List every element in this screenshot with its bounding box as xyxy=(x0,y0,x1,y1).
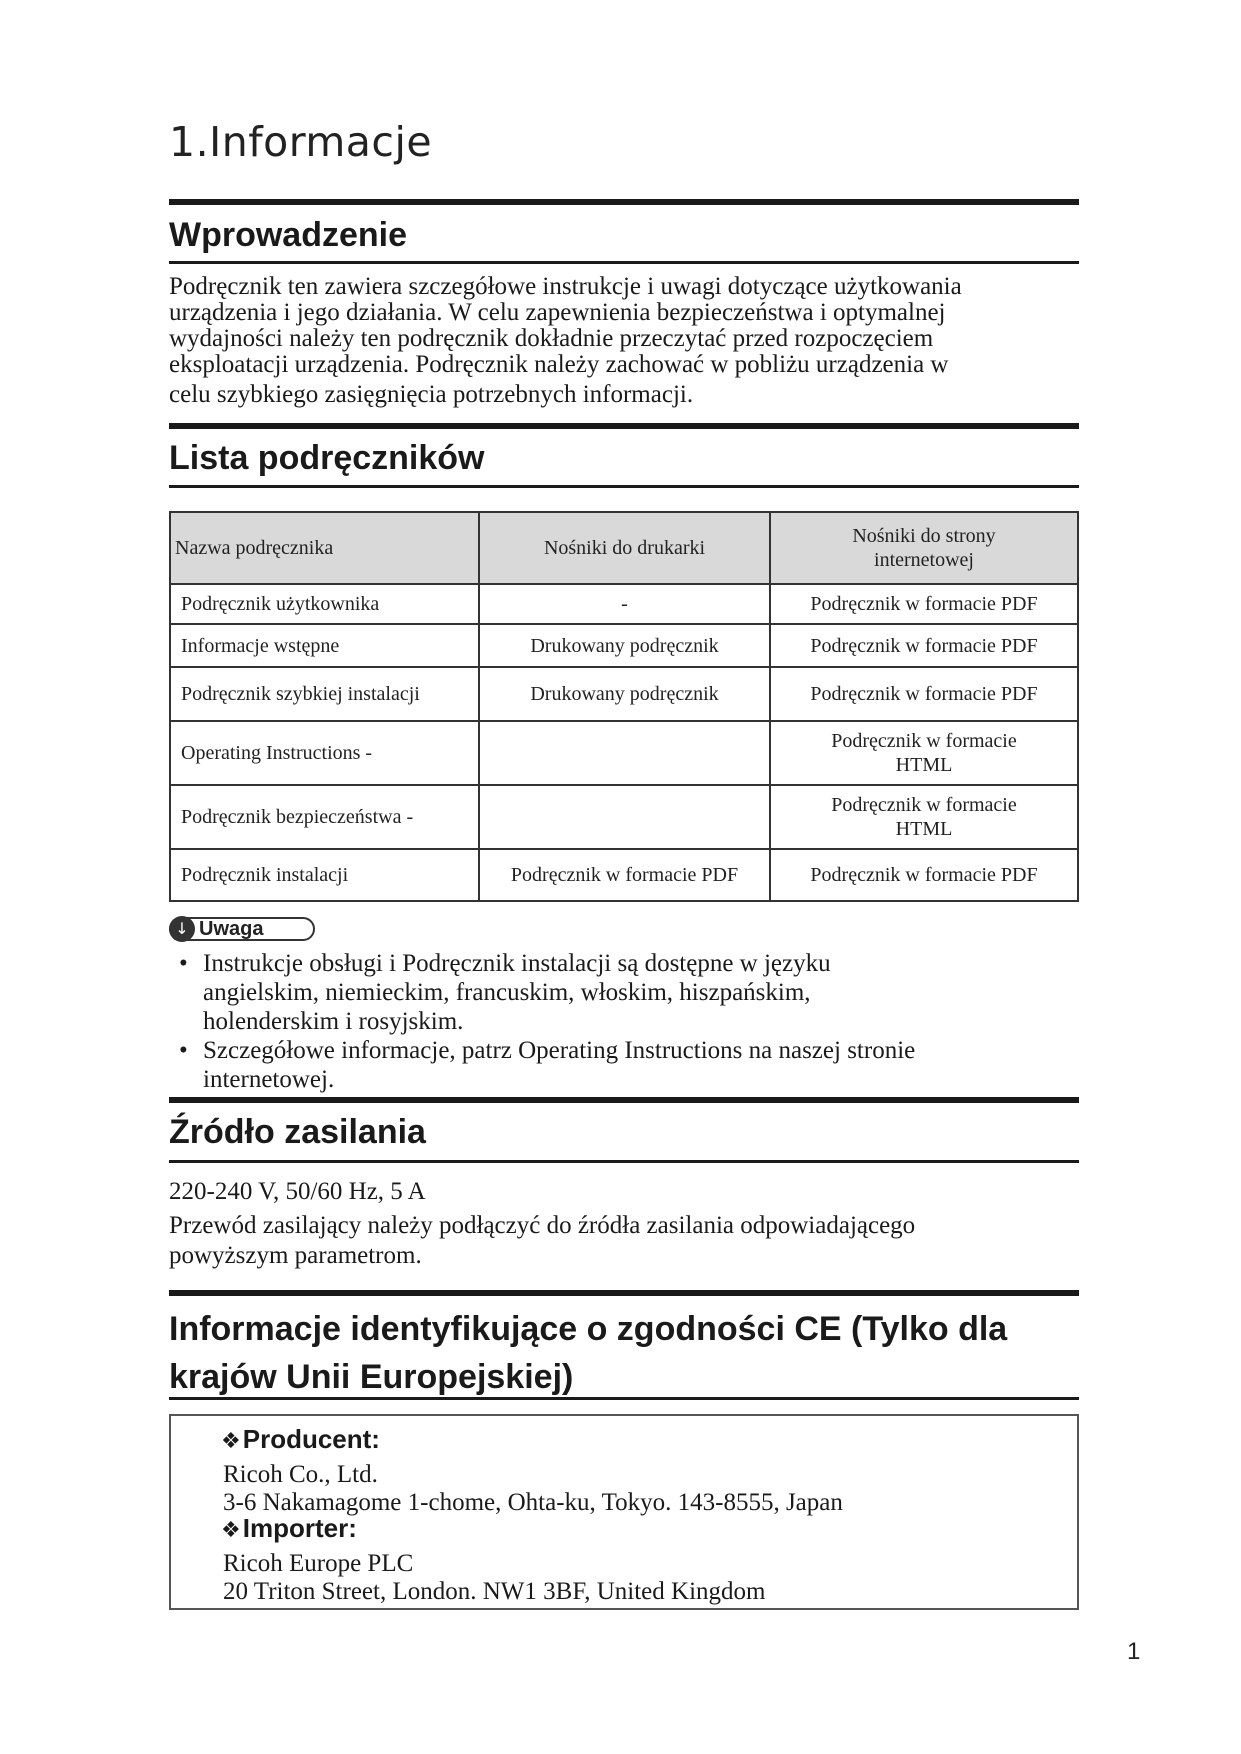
table-cell: Podręcznik w formacie PDF xyxy=(770,584,1078,624)
chapter-title: 1.Informacje xyxy=(169,118,433,166)
table-cell xyxy=(479,785,770,849)
section-rule-top xyxy=(169,1290,1079,1296)
table-cell xyxy=(770,785,1078,849)
note-line: • Szczegółowe informacje, patrz Operating Instructions na naszej stronie xyxy=(203,1037,916,1064)
table-cell: Podręcznik w formacie PDF xyxy=(479,849,770,901)
cell-line: Podręcznik w formacie xyxy=(831,730,1017,752)
table-cell: Podręcznik instalacji xyxy=(170,849,479,901)
power-line: powyższym parametrom. xyxy=(169,1242,422,1269)
power-spec: 220-240 V, 50/60 Hz, 5 A xyxy=(169,1178,426,1205)
note-line: • Instrukcje obsługi i Podręcznik instalacji są dostępne w języku xyxy=(203,950,831,977)
arrow-down-circle-icon: ↓ xyxy=(169,916,195,942)
cell-line: HTML xyxy=(895,818,953,840)
intro-line: celu szybkiego zasięgnięcia potrzebnych informacji. xyxy=(169,381,694,408)
page-number: 1 xyxy=(1127,1638,1141,1665)
cell-line: Podręcznik w formacie xyxy=(831,794,1017,816)
table-header-cell: Nazwa podręcznika xyxy=(170,512,479,584)
table-row xyxy=(170,849,1078,901)
table-cell: Podręcznik w formacie PDF xyxy=(770,667,1078,721)
power-heading: Źródło zasilania xyxy=(169,1113,426,1151)
header-line: internetowej xyxy=(874,549,974,571)
note-line: angielskim, niemieckim, francuskim, włoskim, hiszpańskim, xyxy=(203,979,811,1006)
ce-info-box xyxy=(169,1414,1079,1610)
power-paragraph xyxy=(169,1211,1089,1271)
table-header-cell: Nośniki do drukarki xyxy=(479,512,770,584)
producer-name: Ricoh Co., Ltd. xyxy=(223,1461,378,1488)
power-line: Przewód zasilający należy podłączyć do źródła zasilania odpowiadającego xyxy=(169,1212,916,1239)
ce-heading-line: krajów Unii Europejskiej) xyxy=(169,1358,574,1396)
diamond-bullet-icon: ❖ xyxy=(221,1429,241,1454)
intro-line: wydajności należy ten podręcznik dokładnie przeczytać przed rozpoczęciem xyxy=(169,325,934,352)
table-cell: Podręcznik użytkownika xyxy=(170,584,479,624)
intro-paragraph xyxy=(169,274,1089,408)
list-item xyxy=(169,1036,1079,1094)
importer-name: Ricoh Europe PLC xyxy=(223,1550,414,1577)
table-cell: Podręcznik w formacie PDF xyxy=(770,849,1078,901)
table-cell: Podręcznik w formacie PDF xyxy=(770,624,1078,667)
importer-address: 20 Triton Street, London. NW1 3BF, United Kingdom xyxy=(223,1578,766,1605)
intro-line: Podręcznik ten zawiera szczegółowe instrukcje i uwagi dotyczące użytkowania xyxy=(169,273,962,300)
diamond-bullet-icon: ❖ xyxy=(221,1518,241,1543)
importer-label xyxy=(221,1513,357,1544)
intro-line: eksploatacji urządzenia. Podręcznik należy zachować w pobliżu urządzenia w xyxy=(169,351,949,378)
table-row xyxy=(170,721,1078,785)
table-cell: Operating Instructions - xyxy=(170,721,479,785)
ce-heading xyxy=(169,1305,1079,1401)
producer-label-text: Producent: xyxy=(242,1424,380,1454)
producer-label xyxy=(221,1424,380,1455)
table-cell: Podręcznik szybkiej instalacji xyxy=(170,667,479,721)
table-cell: Drukowany podręcznik xyxy=(479,624,770,667)
table-cell: Podręcznik bezpieczeństwa - xyxy=(170,785,479,849)
section-rule-bottom xyxy=(169,485,1079,488)
table-row xyxy=(170,584,1078,624)
producer-address: 3-6 Nakamagome 1-chome, Ohta-ku, Tokyo. 143-8555, Japan xyxy=(223,1489,843,1516)
manuals-table xyxy=(169,511,1079,902)
intro-line: urządzenia i jego działania. W celu zapewnienia bezpieczeństwa i optymalnej xyxy=(169,299,946,326)
note-label: Uwaga xyxy=(199,917,264,940)
table-cell: - xyxy=(479,584,770,624)
section-rule-top xyxy=(169,199,1079,205)
table-row xyxy=(170,667,1078,721)
manuals-heading: Lista podręczników xyxy=(169,439,485,477)
cell-line: HTML xyxy=(895,754,953,776)
note-line: internetowej. xyxy=(203,1066,335,1093)
note-line: holenderskim i rosyjskim. xyxy=(203,1008,464,1035)
list-item xyxy=(169,949,1079,1036)
table-row xyxy=(170,785,1078,849)
section-rule-top xyxy=(169,1097,1079,1103)
intro-heading: Wprowadzenie xyxy=(169,216,408,254)
section-rule-bottom xyxy=(169,1397,1079,1400)
section-rule-bottom xyxy=(169,1160,1079,1163)
table-header-cell xyxy=(770,512,1078,584)
importer-label-text: Importer: xyxy=(242,1513,357,1543)
table-cell xyxy=(770,721,1078,785)
table-cell: Informacje wstępne xyxy=(170,624,479,667)
section-rule-top xyxy=(169,423,1079,429)
ce-heading-line: Informacje identyfikujące o zgodności CE (Tylko dla xyxy=(169,1310,1008,1348)
note-list xyxy=(169,949,1079,1094)
note-badge xyxy=(169,917,315,941)
section-rule-bottom xyxy=(169,261,1079,264)
table-header-row xyxy=(170,512,1078,584)
table-cell: Drukowany podręcznik xyxy=(479,667,770,721)
table-cell xyxy=(479,721,770,785)
header-line: Nośniki do strony xyxy=(852,525,996,547)
table-row xyxy=(170,624,1078,667)
